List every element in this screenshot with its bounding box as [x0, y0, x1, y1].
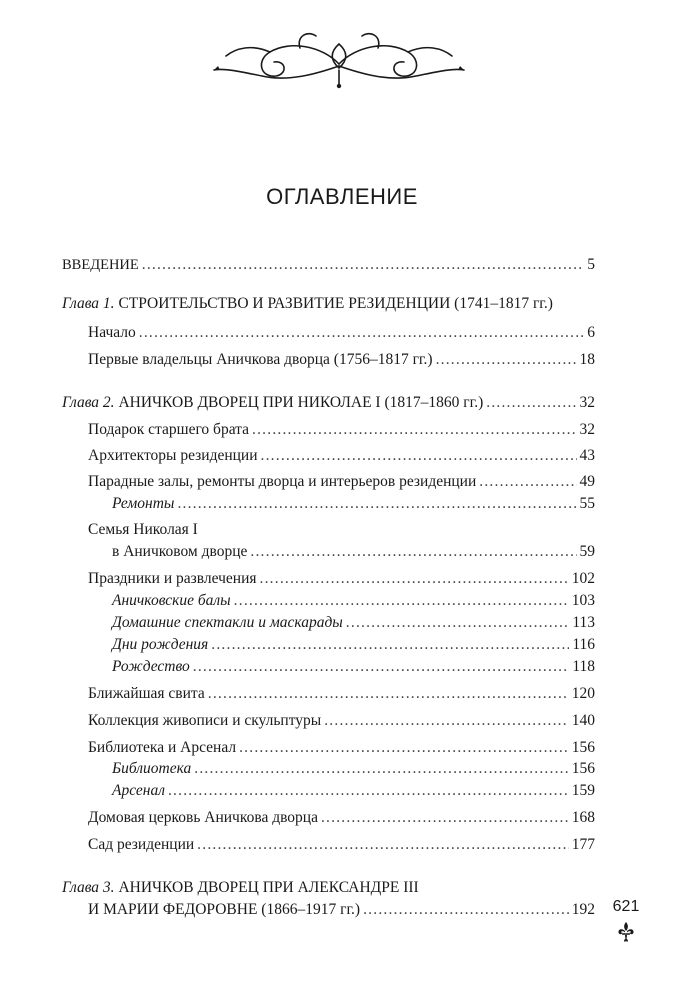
leader-dots — [479, 472, 576, 492]
chapter-title: АНИЧКОВ ДВОРЕЦ ПРИ НИКОЛАЕ I — [118, 394, 381, 411]
leader-dots — [193, 657, 570, 677]
toc-entry-label: в Аничковом дворце — [112, 543, 248, 560]
leader-dots — [197, 835, 569, 855]
leader-dots — [260, 569, 569, 589]
leader-dots — [194, 759, 569, 779]
chapter-3-heading-line2[interactable] — [88, 900, 595, 920]
toc-entry-page: 140 — [571, 712, 595, 729]
leader-dots — [177, 494, 576, 514]
toc-entry-label: Библиотека — [112, 760, 192, 777]
toc-entry-label: Начало — [88, 324, 136, 341]
chapter-prefix: Глава 3. — [62, 879, 115, 896]
toc-entry-page: 49 — [579, 473, 595, 490]
chapter-title: И МАРИИ ФЕДОРОВНЕ — [88, 901, 258, 918]
toc-entry-label: Подарок старшего брата — [88, 421, 250, 438]
toc-entry-page: 6 — [587, 324, 595, 341]
toc-subentry[interactable] — [112, 613, 595, 633]
toc-entry-label: Аничковские балы — [112, 592, 231, 609]
toc-subentry[interactable] — [112, 759, 595, 779]
toc-entry-label: Парадные залы, ремонты дворца и интерьеров резиденции — [88, 473, 477, 490]
leader-dots — [234, 591, 569, 611]
toc-entry-label-line1: Семья Николая I — [88, 521, 198, 538]
leader-dots — [261, 446, 577, 466]
toc-subentry[interactable] — [112, 781, 595, 801]
chapter-title: СТРОИТЕЛЬСТВО И РАЗВИТИЕ РЕЗИДЕНЦИИ — [118, 295, 451, 312]
toc-entry-page: 159 — [571, 782, 595, 799]
toc-subentry[interactable] — [112, 591, 595, 611]
chapter-years: (1741–1817 гг.) — [454, 295, 553, 312]
toc-entry[interactable] — [88, 569, 595, 589]
leader-dots — [168, 781, 569, 801]
toc-entry-page: 156 — [571, 739, 595, 756]
toc-entry[interactable] — [88, 835, 595, 855]
leader-dots — [363, 900, 569, 920]
toc-entry-page: 168 — [571, 809, 595, 826]
chapter-2-heading[interactable] — [62, 393, 595, 413]
toc-subentry[interactable] — [112, 494, 595, 514]
toc-entry-label: Библиотека и Арсенал — [88, 739, 237, 756]
toc-entry-page: 118 — [572, 658, 595, 675]
leader-dots — [324, 711, 569, 731]
toc-subentry[interactable] — [112, 657, 595, 677]
leader-dots — [250, 542, 576, 562]
toc-entry-label: Архитекторы резиденции — [88, 447, 258, 464]
chapter-prefix: Глава 2. — [62, 394, 115, 411]
chapter-years: (1866–1917 гг.) — [261, 901, 361, 918]
toc-entry-page: 177 — [571, 836, 595, 853]
chapter-title: АНИЧКОВ ДВОРЕЦ ПРИ АЛЕКСАНДРЕ III — [118, 879, 419, 896]
toc-entry-page: 192 — [571, 901, 595, 918]
chapter-3-heading[interactable] — [62, 878, 419, 898]
toc-entry[interactable] — [88, 738, 595, 758]
fleur-de-lis-icon — [614, 920, 638, 944]
flourish-ornament-icon — [212, 26, 466, 98]
toc-entry[interactable] — [88, 684, 595, 704]
leader-dots — [139, 323, 585, 343]
toc-entry-label: Рождество — [112, 658, 190, 675]
toc-entry[interactable] — [88, 808, 595, 828]
toc-entry-page: 43 — [579, 447, 595, 464]
toc-subentry[interactable] — [112, 635, 595, 655]
toc-entry-page: 116 — [572, 636, 595, 653]
toc-entry-page: 59 — [579, 543, 595, 560]
toc-entry-label: Ближайшая свита — [88, 685, 205, 702]
leader-dots — [486, 393, 576, 413]
toc-entry-page: 156 — [571, 760, 595, 777]
leader-dots — [239, 738, 569, 758]
toc-entry-label: Праздники и развлечения — [88, 570, 257, 587]
toc-entry-label: Ремонты — [112, 495, 175, 512]
leader-dots — [436, 350, 577, 370]
toc-entry-label: ВВЕДЕНИЕ — [62, 257, 139, 273]
toc-entry-page: 102 — [571, 570, 595, 587]
page-number: 621 — [612, 898, 640, 915]
toc-entry-label: Домовая церковь Аничкова дворца — [88, 809, 318, 826]
toc-entry-intro[interactable] — [62, 255, 595, 275]
toc-entry[interactable] — [88, 350, 595, 370]
leader-dots — [321, 808, 569, 828]
chapter-years: (1817–1860 гг.) — [384, 394, 484, 411]
toc-entry-page: 32 — [579, 421, 595, 438]
chapter-1-heading[interactable] — [62, 294, 553, 314]
toc-entry-label: Сад резиденции — [88, 836, 195, 853]
page-title: ОГЛАВЛЕНИЕ — [266, 184, 418, 209]
toc-entry-page: 55 — [579, 495, 595, 512]
toc-entry[interactable] — [88, 420, 595, 440]
toc-entry[interactable] — [88, 472, 595, 492]
toc-entry-page: 113 — [572, 614, 595, 631]
toc-entry[interactable] — [88, 446, 595, 466]
leader-dots — [208, 684, 569, 704]
toc-entry[interactable] — [112, 542, 595, 562]
toc-entry[interactable] — [88, 323, 595, 343]
toc-entry-label: Первые владельцы Аничкова дворца (1756–1817 гг.) — [88, 351, 433, 368]
toc-entry-page: 5 — [587, 256, 595, 273]
toc-entry-page: 103 — [571, 592, 595, 609]
toc-entry-label: Домашние спектакли и маскарады — [112, 614, 343, 631]
toc-entry-page: 18 — [579, 351, 595, 368]
toc-entry-label: Арсенал — [112, 782, 165, 799]
toc-entry-label: Дни рождения — [112, 636, 209, 653]
leader-dots — [346, 613, 570, 633]
toc-entry[interactable] — [88, 711, 595, 731]
chapter-prefix: Глава 1. — [62, 295, 115, 312]
toc-entry-page: 32 — [579, 394, 595, 411]
leader-dots — [142, 255, 585, 275]
leader-dots — [211, 635, 569, 655]
toc-entry-label: Коллекция живописи и скульптуры — [88, 712, 322, 729]
toc-entry-page: 120 — [571, 685, 595, 702]
leader-dots — [252, 420, 576, 440]
